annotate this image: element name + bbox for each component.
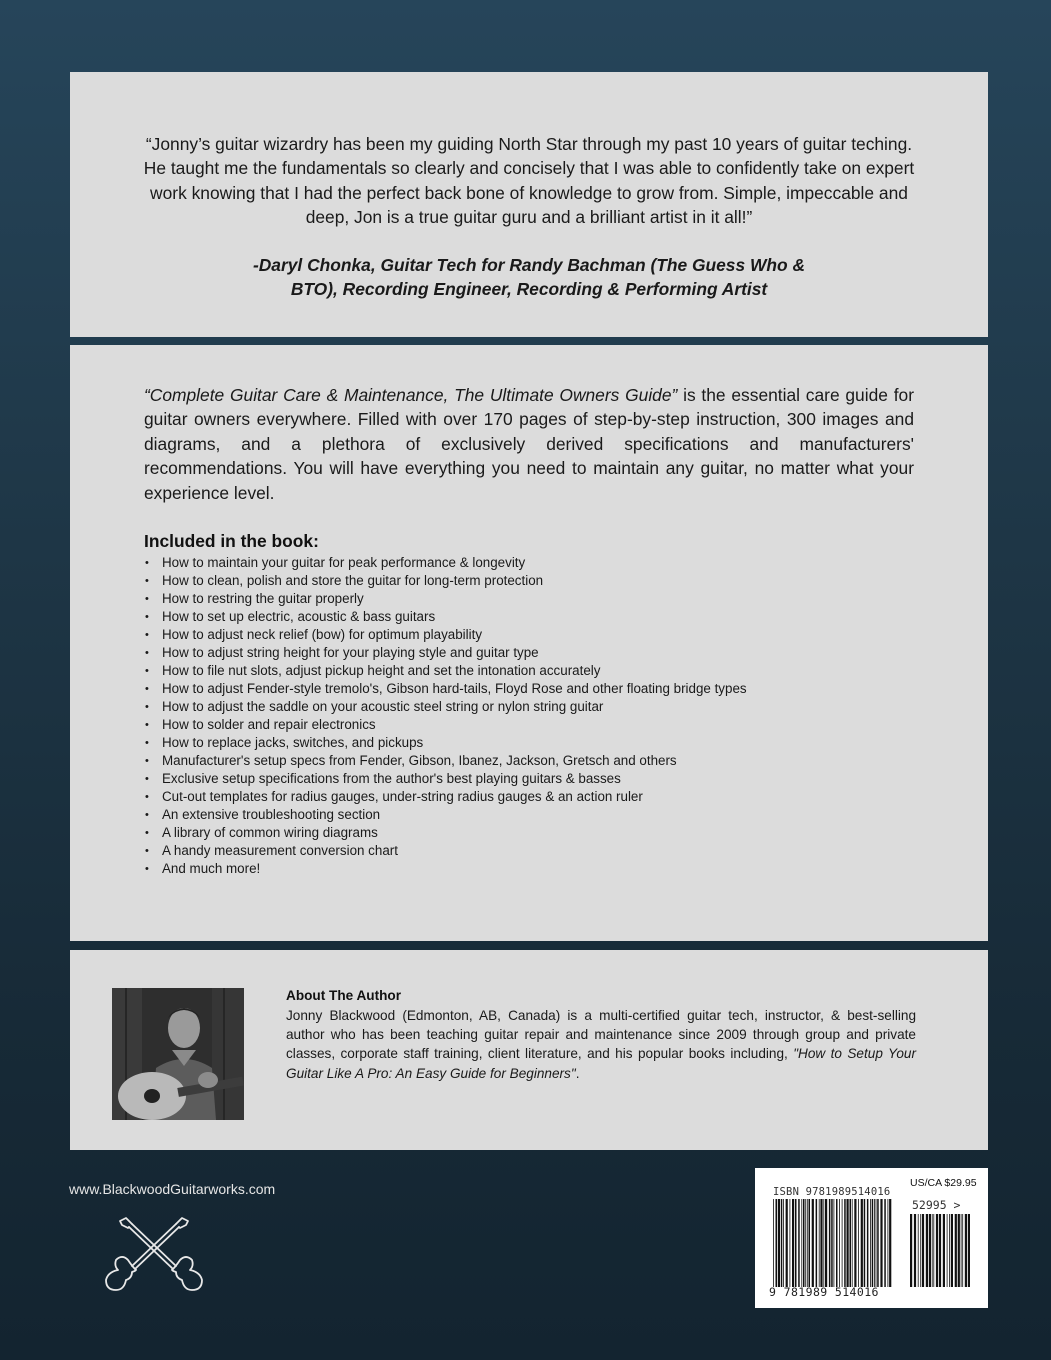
barcode-bar [884,1199,886,1287]
barcode-bar [932,1214,933,1287]
author-photo [112,988,244,1120]
isbn-barcode [773,1199,893,1287]
barcode-bar [790,1199,791,1287]
barcode-bar [850,1199,852,1287]
author-bio-text: Jonny Blackwood (Edmonton, AB, Canada) is a multi-certified guitar tech, instructor, & best-selling author who has been teaching guitar repair and maintenance since 2009 through group and private classes, corporate staff training, client literature, and his popular books including, [286,1008,916,1062]
barcode-bar [852,1199,853,1287]
included-item: • Exclusive setup specifications from the author's best playing guitars & basses [144,770,924,788]
barcode-bar [831,1199,833,1287]
included-item: • Cut-out templates for radius gauges, under-string radius gauges & an action ruler [144,788,924,806]
barcode-bar [861,1199,863,1287]
barcode-bar [933,1214,934,1287]
attribution-line-1: -Daryl Chonka, Guitar Tech for Randy Bachman (The Guess Who & [252,255,806,275]
author-bio-end: . [575,1065,580,1081]
barcode-bar [847,1199,849,1287]
author-book-reference: "How to Setup Your Guitar Like A Pro: An Easy Guide for Beginners" [286,1046,916,1081]
barcode-bar [955,1214,957,1287]
testimonial-quote: “Jonny’s guitar wizardry has been my guiding North Star through my past 10 years of guitar teching. He taught me the fundamentals so clearly and concisely that I was able to confidently take on expert work knowing that I had the perfect back bone of knowledge to grow from. Simple, impeccable and deep, Jon is a true guitar guru and a brilliant artist in it all!” [143,134,915,228]
barcode-bar [795,1199,797,1287]
included-item: • How to maintain your guitar for peak performance & longevity [144,554,924,572]
barcode-bar [949,1214,950,1287]
included-item: • How to adjust string height for your playing style and guitar type [144,644,924,662]
barcode-bar [961,1214,962,1287]
barcode-bar [781,1199,783,1287]
author-panel [70,950,988,1150]
included-item: • A library of common wiring diagrams [144,824,924,842]
included-item: • How to restring the guitar properly [144,590,924,608]
barcode-bar [809,1199,811,1287]
author-photo-illustration [112,988,244,1120]
barcode-bar [867,1199,869,1287]
barcode-bar [854,1199,856,1287]
barcode-bar [801,1199,802,1287]
barcode-bar [943,1214,945,1287]
barcode-bar [939,1214,941,1287]
included-item: • Manufacturer's setup specs from Fender, Gibson, Ibanez, Jackson, Gretsch and others [144,752,924,770]
barcode-bar [842,1199,843,1287]
isbn-digits: 9 781989 514016 [769,1285,879,1299]
barcode-bar [816,1199,818,1287]
attribution-line-2: BTO), Recording Engineer, Recording & Performing Artist [290,279,768,300]
barcode-bar [910,1214,912,1287]
addon-barcode [910,1214,970,1287]
testimonial-attribution [190,253,868,302]
barcode-bar [839,1199,840,1287]
barcode-bar [876,1199,877,1287]
description-body: is the essential care guide for guitar owners everywhere. Filled with over 170 pages of step-by-step instruction, 300 images and diagrams, and a plethora of exclusively derived specifications and manufacturers' recommendations. You will have everything you need to maintain any guitar, no matter what your experience level. [144,385,915,503]
included-item: • How to clean, polish and store the guitar for long-term protection [144,572,924,590]
included-item: • How to adjust Fender-style tremolo's, Gibson hard-tails, Floyd Rose and other floating bridge types [144,680,924,698]
barcode-bar [803,1199,805,1287]
barcode-bar [874,1199,875,1287]
barcode-bar [773,1199,774,1287]
barcode-bar [786,1199,788,1287]
included-item: • How to solder and repair electronics [144,716,924,734]
barcode-bar [965,1214,967,1287]
barcode-bar [783,1199,784,1287]
price-label: US/CA $29.95 [910,1177,977,1189]
barcode-bar [776,1199,778,1287]
barcode-bar [844,1199,846,1287]
barcode-bar [825,1199,827,1287]
barcode-bar [805,1199,806,1287]
barcode-bar [872,1199,874,1287]
barcode-bar [918,1214,919,1287]
barcode-bar [914,1214,916,1287]
price-addon-digits: 52995 > [912,1198,961,1212]
included-heading: Included in the book: [144,531,319,551]
included-item: • A handy measurement conversion chart [144,842,924,860]
barcode-bar [792,1199,794,1287]
barcode-bar [926,1214,928,1287]
barcode-bar [823,1199,824,1287]
website-link[interactable]: www.BlackwoodGuitarworks.com [69,1181,276,1197]
included-item: • How to adjust the saddle on your acoustic steel string or nylon string guitar [144,698,924,716]
barcode-bar [889,1199,891,1287]
barcode-bar [888,1199,889,1287]
barcode-bar [819,1199,820,1287]
crossed-guitars-icon [102,1214,206,1292]
barcode-bar [778,1199,780,1287]
description-panel [70,345,988,941]
barcode-bar [929,1214,931,1287]
barcode-bar [836,1199,838,1287]
barcode-bar [922,1214,924,1287]
barcode-bar [812,1199,814,1287]
barcode-bar [936,1214,938,1287]
barcode-bar [877,1199,879,1287]
barcode-bar [880,1199,882,1287]
included-list [144,554,924,878]
book-description [144,383,914,505]
included-item: • How to replace jacks, switches, and pickups [144,734,924,752]
barcode-bar [958,1214,960,1287]
barcode-bar [820,1199,822,1287]
included-item: • How to adjust neck relief (bow) for optimum playability [144,626,924,644]
barcode-bar [962,1214,963,1287]
included-item: • And much more! [144,860,924,878]
barcode-bar [858,1199,859,1287]
barcode-bar [864,1199,866,1287]
author-bio [286,1006,916,1083]
included-item: • How to file nut slots, adjust pickup height and set the intonation accurately [144,662,924,680]
barcode-bar [920,1214,921,1287]
book-title: “Complete Guitar Care & Maintenance, The Ultimate Owners Guide” [144,385,678,405]
included-item: • An extensive troubleshooting section [144,806,924,824]
barcode-bar [829,1199,831,1287]
barcode-bar [807,1199,808,1287]
author-heading: About The Author [286,988,402,1003]
barcode-bar [870,1199,871,1287]
barcode-bar [834,1199,835,1287]
barcode-area [755,1168,988,1308]
barcode-bar [798,1199,800,1287]
included-item: • How to set up electric, acoustic & bass guitars [144,608,924,626]
barcode-bar [947,1214,948,1287]
testimonial-panel [70,72,988,337]
barcode-bar [968,1214,970,1287]
barcode-bar [951,1214,953,1287]
isbn-label: ISBN 9781989514016 [773,1186,891,1198]
